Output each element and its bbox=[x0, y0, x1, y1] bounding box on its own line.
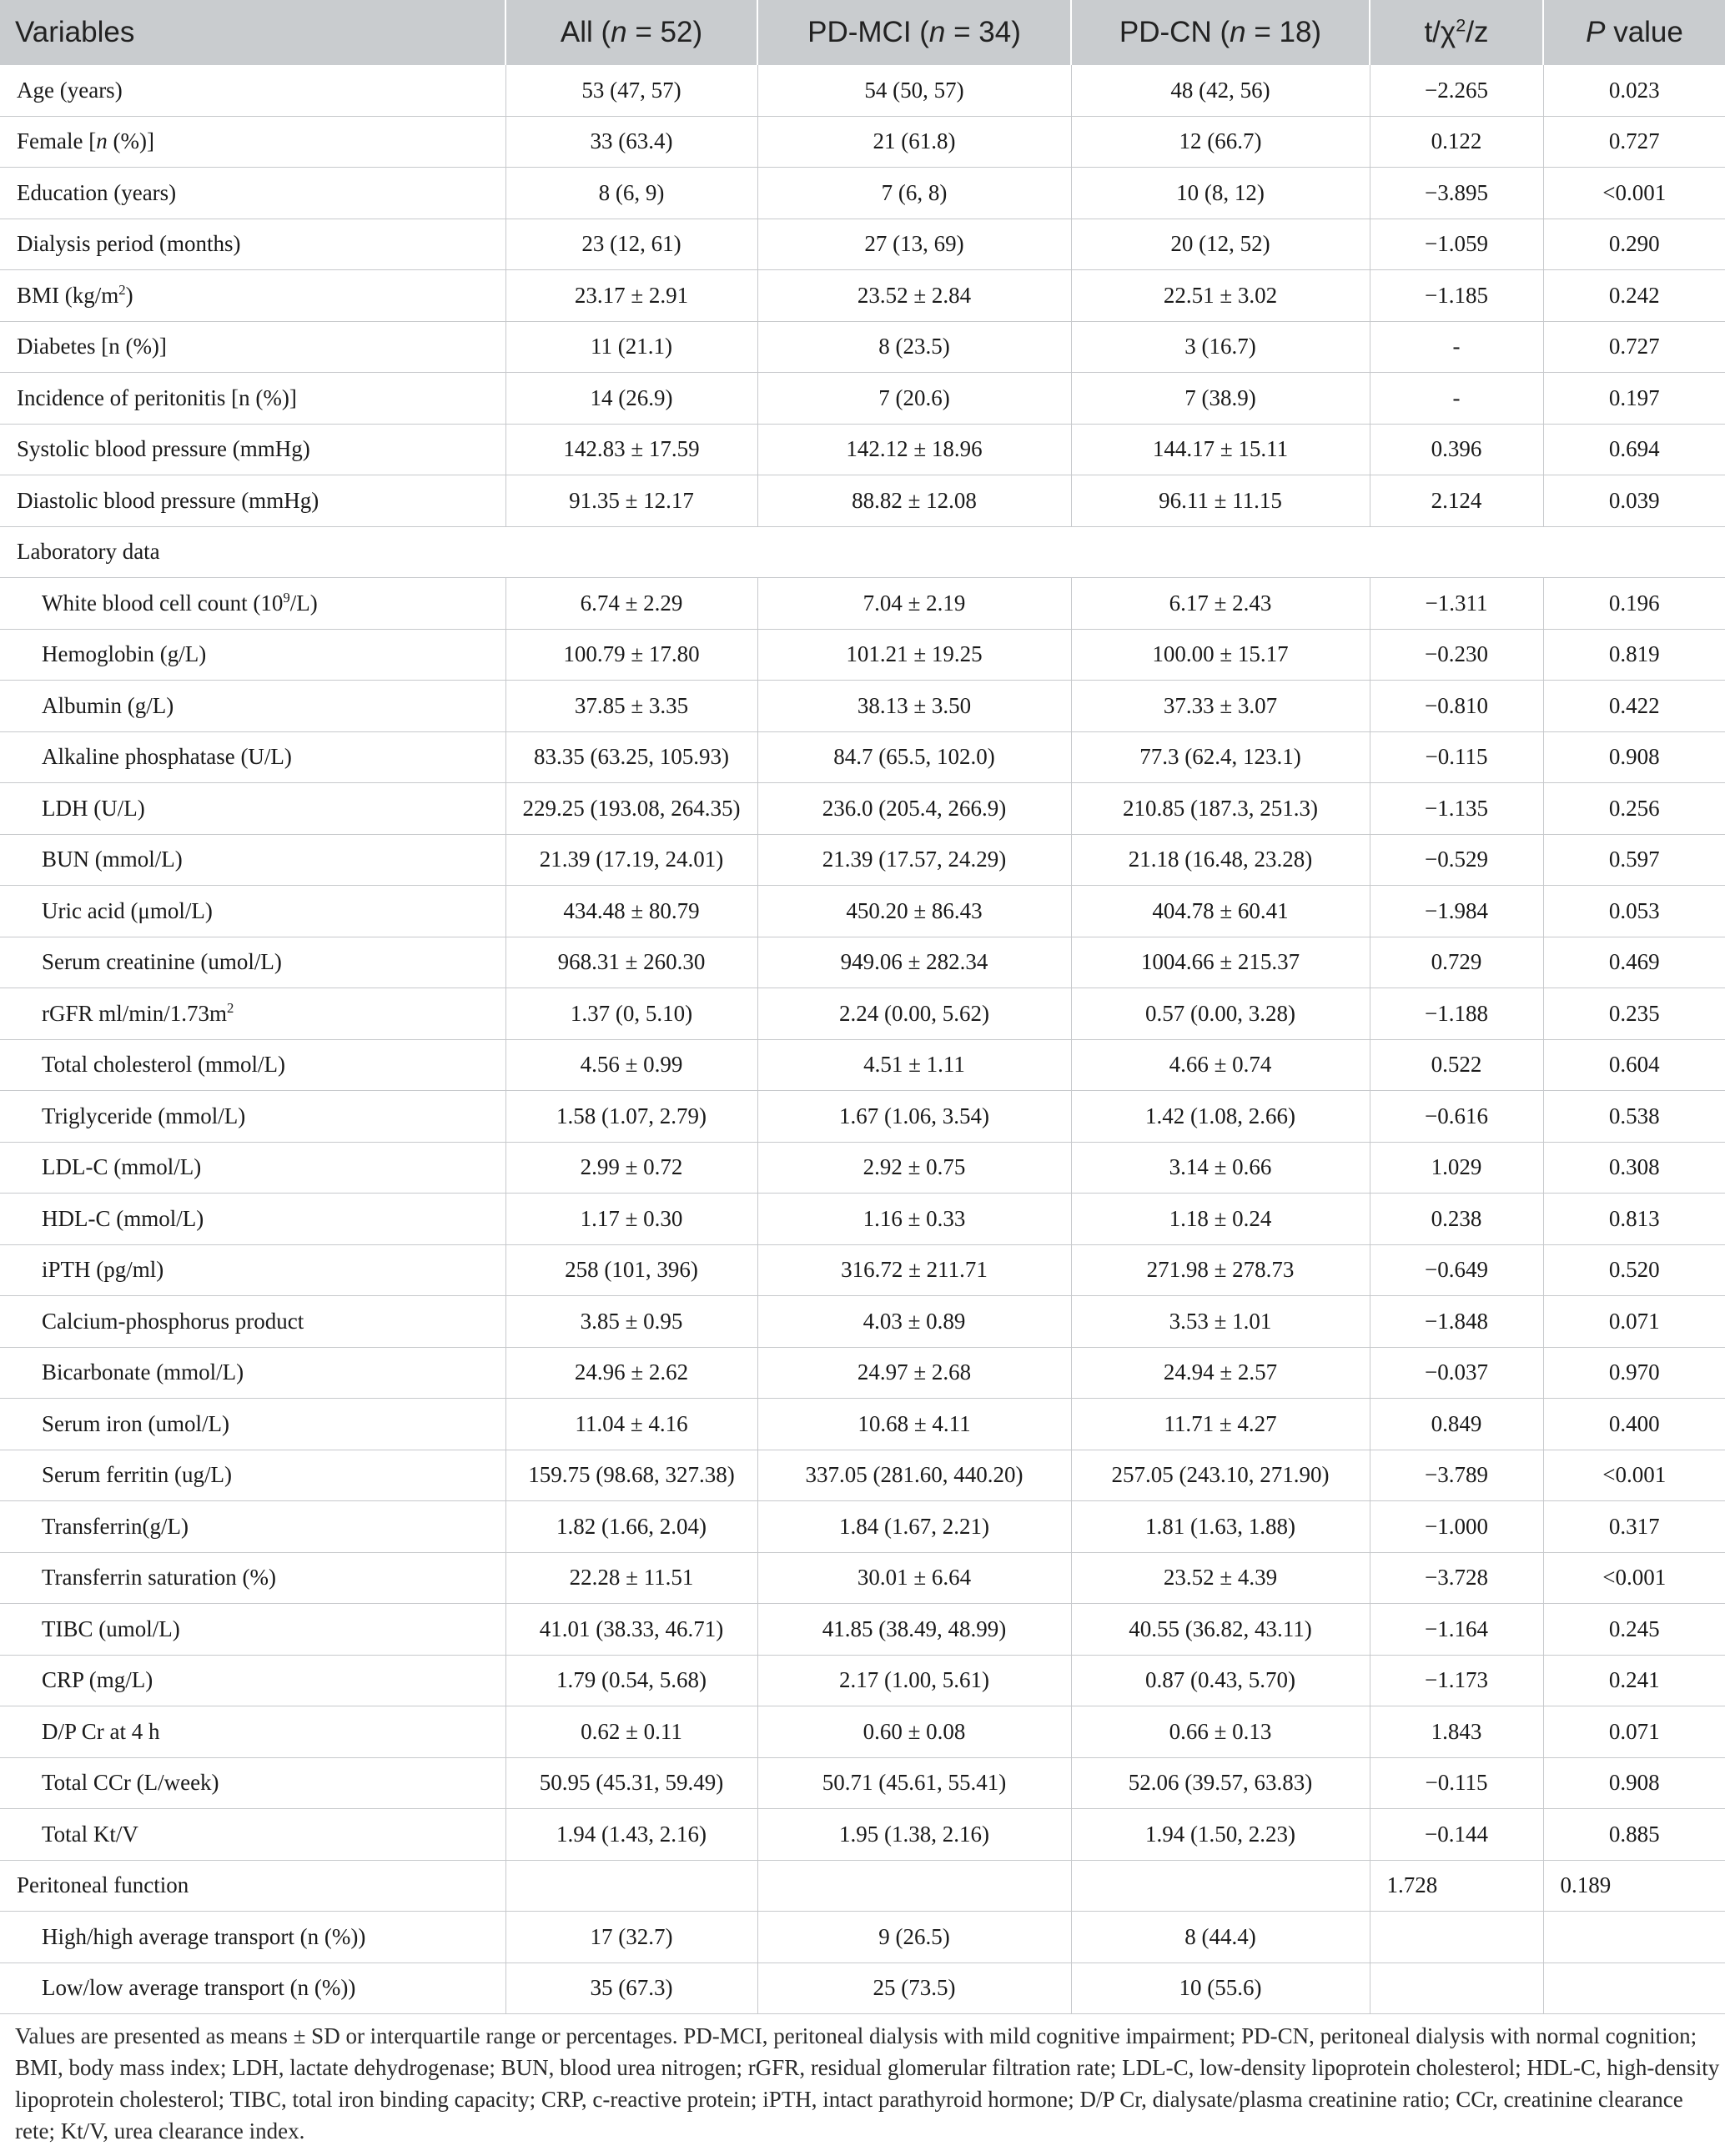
cell-all: 91.35 ± 12.17 bbox=[505, 475, 757, 527]
cell-all: 41.01 (38.33, 46.71) bbox=[505, 1604, 757, 1656]
variable-label-superscript: 2 bbox=[118, 281, 126, 298]
cell-all: 53 (47, 57) bbox=[505, 65, 757, 116]
cell-test-statistic: −3.789 bbox=[1370, 1450, 1543, 1501]
variable-label: Triglyceride (mmol/L) bbox=[0, 1091, 505, 1143]
table-row bbox=[0, 373, 1725, 425]
table-row bbox=[0, 681, 1725, 732]
cell-pd-cn: 1.94 (1.50, 2.23) bbox=[1071, 1809, 1370, 1861]
cell-p-value: 0.813 bbox=[1543, 1194, 1725, 1245]
cell-pd-cn: 3.53 ± 1.01 bbox=[1071, 1296, 1370, 1348]
cell-all: 21.39 (17.19, 24.01) bbox=[505, 834, 757, 886]
cell-p-value: 0.197 bbox=[1543, 373, 1725, 425]
section-heading: Laboratory data bbox=[0, 526, 1725, 578]
cell-pd-cn: 4.66 ± 0.74 bbox=[1071, 1039, 1370, 1091]
cell-p-value: 0.242 bbox=[1543, 270, 1725, 322]
cell-pd-cn: 100.00 ± 15.17 bbox=[1071, 629, 1370, 681]
cell-test-statistic: −0.529 bbox=[1370, 834, 1543, 886]
header-p-italic: P bbox=[1586, 16, 1606, 48]
variable-label: Uric acid (μmol/L) bbox=[0, 886, 505, 937]
cell-test-statistic: 1.843 bbox=[1370, 1706, 1543, 1758]
cell-p-value: 0.908 bbox=[1543, 1757, 1725, 1809]
cell-pd-cn: 77.3 (62.4, 123.1) bbox=[1071, 731, 1370, 783]
variable-label: Age (years) bbox=[0, 65, 505, 116]
variable-label: Albumin (g/L) bbox=[0, 681, 505, 732]
cell-pd-cn: 0.57 (0.00, 3.28) bbox=[1071, 988, 1370, 1040]
cell-test-statistic: −1.188 bbox=[1370, 988, 1543, 1040]
cell-pd-mci: 8 (23.5) bbox=[757, 321, 1071, 373]
cell-p-value: 0.256 bbox=[1543, 783, 1725, 835]
header-mci-prefix: PD-MCI ( bbox=[807, 16, 929, 48]
cell-all: 3.85 ± 0.95 bbox=[505, 1296, 757, 1348]
variable-label: Alkaline phosphatase (U/L) bbox=[0, 731, 505, 783]
cell-p-value: 0.023 bbox=[1543, 65, 1725, 116]
cell-all: 24.96 ± 2.62 bbox=[505, 1347, 757, 1399]
cell-all: 1.82 (1.66, 2.04) bbox=[505, 1501, 757, 1553]
variable-label: Transferrin saturation (%) bbox=[0, 1552, 505, 1604]
cell-pd-mci: 30.01 ± 6.64 bbox=[757, 1552, 1071, 1604]
table-row bbox=[0, 1963, 1725, 2014]
cell-pd-mci: 21.39 (17.57, 24.29) bbox=[757, 834, 1071, 886]
cell-p-value: 0.189 bbox=[1543, 1860, 1725, 1912]
cell-pd-mci: 316.72 ± 211.71 bbox=[757, 1244, 1071, 1296]
variable-label: Total Kt/V bbox=[0, 1809, 505, 1861]
cell-pd-mci: 7 (6, 8) bbox=[757, 168, 1071, 219]
cell-all: 11.04 ± 4.16 bbox=[505, 1399, 757, 1450]
cell-all: 35 (67.3) bbox=[505, 1963, 757, 2014]
table-row bbox=[0, 988, 1725, 1040]
table-row bbox=[0, 65, 1725, 116]
variable-label: Hemoglobin (g/L) bbox=[0, 629, 505, 681]
cell-pd-mci: 4.51 ± 1.11 bbox=[757, 1039, 1071, 1091]
cell-p-value: 0.422 bbox=[1543, 681, 1725, 732]
cell-p-value: 0.520 bbox=[1543, 1244, 1725, 1296]
cell-pd-mci: 54 (50, 57) bbox=[757, 65, 1071, 116]
variable-label: Serum creatinine (umol/L) bbox=[0, 937, 505, 988]
cell-p-value: 0.970 bbox=[1543, 1347, 1725, 1399]
cell-p-value: 0.071 bbox=[1543, 1296, 1725, 1348]
cell-p-value: 0.694 bbox=[1543, 424, 1725, 475]
cell-all: 8 (6, 9) bbox=[505, 168, 757, 219]
cell-pd-mci: 1.84 (1.67, 2.21) bbox=[757, 1501, 1071, 1553]
cell-pd-cn: 37.33 ± 3.07 bbox=[1071, 681, 1370, 732]
cell-all: 83.35 (63.25, 105.93) bbox=[505, 731, 757, 783]
cell-pd-cn: 24.94 ± 2.57 bbox=[1071, 1347, 1370, 1399]
cell-pd-cn: 22.51 ± 3.02 bbox=[1071, 270, 1370, 322]
cell-test-statistic: −1.848 bbox=[1370, 1296, 1543, 1348]
cell-pd-cn: 0.87 (0.43, 5.70) bbox=[1071, 1655, 1370, 1706]
cell-pd-cn: 10 (8, 12) bbox=[1071, 168, 1370, 219]
variable-label-n: n bbox=[96, 128, 108, 154]
variable-label: Transferrin(g/L) bbox=[0, 1501, 505, 1553]
cell-all: 968.31 ± 260.30 bbox=[505, 937, 757, 988]
cell-pd-mci: 337.05 (281.60, 440.20) bbox=[757, 1450, 1071, 1501]
variable-label: Peritoneal function bbox=[0, 1860, 505, 1912]
cell-all: 0.62 ± 0.11 bbox=[505, 1706, 757, 1758]
cell-all: 229.25 (193.08, 264.35) bbox=[505, 783, 757, 835]
cell-pd-mci bbox=[757, 1860, 1071, 1912]
header-cn-n: n bbox=[1230, 16, 1246, 48]
cell-pd-cn: 40.55 (36.82, 43.11) bbox=[1071, 1604, 1370, 1656]
cell-all: 50.95 (45.31, 59.49) bbox=[505, 1757, 757, 1809]
table-row bbox=[0, 168, 1725, 219]
cell-p-value: <0.001 bbox=[1543, 1450, 1725, 1501]
cell-test-statistic: −1.135 bbox=[1370, 783, 1543, 835]
cell-test-statistic: −0.616 bbox=[1370, 1091, 1543, 1143]
cell-p-value: 0.196 bbox=[1543, 578, 1725, 630]
cell-pd-mci: 21 (61.8) bbox=[757, 116, 1071, 168]
variable-label-part: rGFR ml/min/1.73m bbox=[42, 1000, 228, 1026]
cell-p-value: 0.727 bbox=[1543, 321, 1725, 373]
table-row bbox=[0, 629, 1725, 681]
header-pd-mci bbox=[757, 0, 1071, 65]
header-stat-z: /z bbox=[1466, 16, 1489, 48]
cell-pd-mci: 2.92 ± 0.75 bbox=[757, 1142, 1071, 1194]
table-row bbox=[0, 1039, 1725, 1091]
cell-pd-cn: 10 (55.6) bbox=[1071, 1963, 1370, 2014]
cell-pd-mci: 41.85 (38.49, 48.99) bbox=[757, 1604, 1071, 1656]
cell-test-statistic: −0.810 bbox=[1370, 681, 1543, 732]
cell-pd-cn: 6.17 ± 2.43 bbox=[1071, 578, 1370, 630]
table-row bbox=[0, 1244, 1725, 1296]
table-row bbox=[0, 1552, 1725, 1604]
header-stat-t: t/χ bbox=[1424, 16, 1456, 48]
header-all-n: n bbox=[611, 16, 627, 48]
table-row bbox=[0, 1347, 1725, 1399]
cell-all: 1.17 ± 0.30 bbox=[505, 1194, 757, 1245]
header-stat-sup: 2 bbox=[1456, 14, 1466, 36]
cell-all: 6.74 ± 2.29 bbox=[505, 578, 757, 630]
variable-label: Serum iron (umol/L) bbox=[0, 1399, 505, 1450]
table-row bbox=[0, 1296, 1725, 1348]
cell-p-value: 0.604 bbox=[1543, 1039, 1725, 1091]
cell-test-statistic: 0.522 bbox=[1370, 1039, 1543, 1091]
table-row bbox=[0, 1091, 1725, 1143]
cell-p-value: 0.241 bbox=[1543, 1655, 1725, 1706]
table-row bbox=[0, 1655, 1725, 1706]
table-row bbox=[0, 1809, 1725, 1861]
cell-test-statistic: 0.238 bbox=[1370, 1194, 1543, 1245]
cell-pd-mci: 10.68 ± 4.11 bbox=[757, 1399, 1071, 1450]
cell-test-statistic: −1.185 bbox=[1370, 270, 1543, 322]
table-row bbox=[0, 424, 1725, 475]
cell-pd-cn: 8 (44.4) bbox=[1071, 1912, 1370, 1963]
cell-p-value: 0.469 bbox=[1543, 937, 1725, 988]
header-mci-n: n bbox=[928, 16, 946, 48]
variable-label: TIBC (umol/L) bbox=[0, 1604, 505, 1656]
variable-label: BUN (mmol/L) bbox=[0, 834, 505, 886]
cell-all: 1.79 (0.54, 5.68) bbox=[505, 1655, 757, 1706]
cell-pd-mci: 38.13 ± 3.50 bbox=[757, 681, 1071, 732]
cell-p-value: 0.597 bbox=[1543, 834, 1725, 886]
cell-test-statistic: 2.124 bbox=[1370, 475, 1543, 527]
cell-p-value: 0.308 bbox=[1543, 1142, 1725, 1194]
header-mci-suffix: = 34) bbox=[945, 16, 1021, 48]
cell-test-statistic bbox=[1370, 1912, 1543, 1963]
cell-pd-cn: 0.66 ± 0.13 bbox=[1071, 1706, 1370, 1758]
cell-pd-mci: 84.7 (65.5, 102.0) bbox=[757, 731, 1071, 783]
cell-pd-cn: 12 (66.7) bbox=[1071, 116, 1370, 168]
variable-label: LDL-C (mmol/L) bbox=[0, 1142, 505, 1194]
variable-label: LDH (U/L) bbox=[0, 783, 505, 835]
cell-test-statistic: −0.115 bbox=[1370, 1757, 1543, 1809]
cell-p-value: <0.001 bbox=[1543, 1552, 1725, 1604]
cell-test-statistic: −1.000 bbox=[1370, 1501, 1543, 1553]
cell-p-value: 0.819 bbox=[1543, 629, 1725, 681]
cell-test-statistic: 1.029 bbox=[1370, 1142, 1543, 1194]
variable-label bbox=[0, 578, 505, 630]
cell-pd-mci: 4.03 ± 0.89 bbox=[757, 1296, 1071, 1348]
cell-p-value: 0.908 bbox=[1543, 731, 1725, 783]
cell-test-statistic: −1.173 bbox=[1370, 1655, 1543, 1706]
header-all bbox=[505, 0, 757, 65]
cell-pd-mci: 9 (26.5) bbox=[757, 1912, 1071, 1963]
cell-pd-cn: 96.11 ± 11.15 bbox=[1071, 475, 1370, 527]
cell-p-value: 0.727 bbox=[1543, 116, 1725, 168]
cell-pd-mci: 23.52 ± 2.84 bbox=[757, 270, 1071, 322]
cell-pd-mci: 142.12 ± 18.96 bbox=[757, 424, 1071, 475]
cell-test-statistic: −1.984 bbox=[1370, 886, 1543, 937]
cell-test-statistic: 1.728 bbox=[1370, 1860, 1543, 1912]
header-variables-text: Variables bbox=[15, 16, 135, 48]
table-row bbox=[0, 219, 1725, 270]
cell-pd-cn: 48 (42, 56) bbox=[1071, 65, 1370, 116]
table-row bbox=[0, 1604, 1725, 1656]
header-variables bbox=[0, 0, 505, 65]
cell-p-value: 0.885 bbox=[1543, 1809, 1725, 1861]
cell-all: 142.83 ± 17.59 bbox=[505, 424, 757, 475]
cell-pd-cn: 1.18 ± 0.24 bbox=[1071, 1194, 1370, 1245]
cell-all: 434.48 ± 80.79 bbox=[505, 886, 757, 937]
variable-label: Systolic blood pressure (mmHg) bbox=[0, 424, 505, 475]
cell-pd-mci: 25 (73.5) bbox=[757, 1963, 1071, 2014]
variable-label-part: BMI (kg/m bbox=[17, 282, 119, 308]
cell-p-value: 0.235 bbox=[1543, 988, 1725, 1040]
cell-pd-cn: 52.06 (39.57, 63.83) bbox=[1071, 1757, 1370, 1809]
variable-label bbox=[0, 116, 505, 168]
variable-label: Incidence of peritonitis [n (%)] bbox=[0, 373, 505, 425]
cell-pd-cn: 1004.66 ± 215.37 bbox=[1071, 937, 1370, 988]
cell-pd-mci: 50.71 (45.61, 55.41) bbox=[757, 1757, 1071, 1809]
table-footnote: Values are presented as means ± SD or interquartile range or percentages. PD-MCI, peritoneal dialysis with mild cognitive impairment; PD-CN, peritoneal dialysis with normal cognition; BMI, body mass index; LDH, lactate dehydrogenase; BUN, blood urea nitrogen; rGFR, residual glomerular filtration rate; LDL-C, low-density lipoprotein cholesterol; HDL-C, high-density lipoprotein cholesterol; TIBC, total iron binding capacity; CRP, c-reactive protein; iPTH, intact parathyroid hormone; D/P Cr, dialysate/plasma creatinine ratio; CCr, creatinine clearance rete; Kt/V, urea clearance index. bbox=[15, 2023, 1720, 2143]
table-row bbox=[0, 270, 1725, 322]
cell-all: 17 (32.7) bbox=[505, 1912, 757, 1963]
cell-all: 4.56 ± 0.99 bbox=[505, 1039, 757, 1091]
cell-all: 23 (12, 61) bbox=[505, 219, 757, 270]
table-row bbox=[0, 731, 1725, 783]
cell-pd-cn: 23.52 ± 4.39 bbox=[1071, 1552, 1370, 1604]
cell-p-value: 0.245 bbox=[1543, 1604, 1725, 1656]
table-row bbox=[0, 937, 1725, 988]
cell-p-value: 0.053 bbox=[1543, 886, 1725, 937]
variable-label-part: (%)] bbox=[107, 128, 154, 154]
cell-pd-cn: 404.78 ± 60.41 bbox=[1071, 886, 1370, 937]
variable-label: Diabetes [n (%)] bbox=[0, 321, 505, 373]
table-row bbox=[0, 1706, 1725, 1758]
variable-label-superscript: 2 bbox=[227, 999, 234, 1016]
table-row bbox=[0, 1860, 1725, 1912]
variable-label: Serum ferritin (ug/L) bbox=[0, 1450, 505, 1501]
variable-label: Low/low average transport (n (%)) bbox=[0, 1963, 505, 2014]
cell-p-value: 0.290 bbox=[1543, 219, 1725, 270]
cell-pd-mci: 0.60 ± 0.08 bbox=[757, 1706, 1071, 1758]
cell-test-statistic: - bbox=[1370, 321, 1543, 373]
table-row bbox=[0, 1450, 1725, 1501]
variable-label: iPTH (pg/ml) bbox=[0, 1244, 505, 1296]
variable-label: D/P Cr at 4 h bbox=[0, 1706, 505, 1758]
cell-test-statistic: −3.895 bbox=[1370, 168, 1543, 219]
cell-p-value: 0.039 bbox=[1543, 475, 1725, 527]
header-p-value bbox=[1543, 0, 1725, 65]
table-row bbox=[0, 475, 1725, 527]
cell-pd-mci: 101.21 ± 19.25 bbox=[757, 629, 1071, 681]
cell-pd-mci: 450.20 ± 86.43 bbox=[757, 886, 1071, 937]
cell-pd-mci: 949.06 ± 282.34 bbox=[757, 937, 1071, 988]
cell-pd-cn: 257.05 (243.10, 271.90) bbox=[1071, 1450, 1370, 1501]
variable-label: High/high average transport (n (%)) bbox=[0, 1912, 505, 1963]
table-row bbox=[0, 578, 1725, 630]
header-all-suffix: = 52) bbox=[626, 16, 703, 48]
table-row bbox=[0, 1399, 1725, 1450]
cell-pd-cn: 7 (38.9) bbox=[1071, 373, 1370, 425]
cell-test-statistic: −0.037 bbox=[1370, 1347, 1543, 1399]
cell-all: 1.94 (1.43, 2.16) bbox=[505, 1809, 757, 1861]
cell-all: 100.79 ± 17.80 bbox=[505, 629, 757, 681]
cell-all: 22.28 ± 11.51 bbox=[505, 1552, 757, 1604]
cell-p-value bbox=[1543, 1912, 1725, 1963]
table-row bbox=[0, 886, 1725, 937]
variable-label: Calcium-phosphorus product bbox=[0, 1296, 505, 1348]
variable-label-part: /L) bbox=[289, 590, 318, 616]
cell-all: 258 (101, 396) bbox=[505, 1244, 757, 1296]
variable-label: Total cholesterol (mmol/L) bbox=[0, 1039, 505, 1091]
cell-p-value: 0.538 bbox=[1543, 1091, 1725, 1143]
table-row bbox=[0, 321, 1725, 373]
variable-label bbox=[0, 270, 505, 322]
cell-pd-mci: 88.82 ± 12.08 bbox=[757, 475, 1071, 527]
table-row bbox=[0, 116, 1725, 168]
table-row bbox=[0, 783, 1725, 835]
cell-test-statistic: −3.728 bbox=[1370, 1552, 1543, 1604]
cell-all: 159.75 (98.68, 327.38) bbox=[505, 1450, 757, 1501]
cell-pd-cn: 11.71 ± 4.27 bbox=[1071, 1399, 1370, 1450]
header-p-rest: value bbox=[1605, 16, 1683, 48]
cell-pd-cn bbox=[1071, 1860, 1370, 1912]
cell-all: 33 (63.4) bbox=[505, 116, 757, 168]
cell-test-statistic: −2.265 bbox=[1370, 65, 1543, 116]
cell-test-statistic: −1.311 bbox=[1370, 578, 1543, 630]
cell-all bbox=[505, 1860, 757, 1912]
cell-pd-cn: 20 (12, 52) bbox=[1071, 219, 1370, 270]
cell-pd-mci: 236.0 (205.4, 266.9) bbox=[757, 783, 1071, 835]
cell-test-statistic: 0.849 bbox=[1370, 1399, 1543, 1450]
cell-p-value: <0.001 bbox=[1543, 168, 1725, 219]
cell-test-statistic: −1.059 bbox=[1370, 219, 1543, 270]
cell-pd-cn: 1.42 (1.08, 2.66) bbox=[1071, 1091, 1370, 1143]
cell-all: 14 (26.9) bbox=[505, 373, 757, 425]
cell-test-statistic: −0.115 bbox=[1370, 731, 1543, 783]
variable-label: Total CCr (L/week) bbox=[0, 1757, 505, 1809]
cell-test-statistic: - bbox=[1370, 373, 1543, 425]
table-row bbox=[0, 526, 1725, 578]
variable-label: Dialysis period (months) bbox=[0, 219, 505, 270]
cell-all: 37.85 ± 3.35 bbox=[505, 681, 757, 732]
cell-all: 11 (21.1) bbox=[505, 321, 757, 373]
cell-pd-mci: 2.17 (1.00, 5.61) bbox=[757, 1655, 1071, 1706]
cell-test-statistic bbox=[1370, 1963, 1543, 2014]
table-row bbox=[0, 1757, 1725, 1809]
cell-all: 1.37 (0, 5.10) bbox=[505, 988, 757, 1040]
cell-test-statistic: 0.729 bbox=[1370, 937, 1543, 988]
table-row bbox=[0, 1912, 1725, 1963]
table-header-row bbox=[0, 0, 1725, 65]
cell-pd-mci: 1.67 (1.06, 3.54) bbox=[757, 1091, 1071, 1143]
variable-label: CRP (mg/L) bbox=[0, 1655, 505, 1706]
cell-pd-mci: 7 (20.6) bbox=[757, 373, 1071, 425]
cell-pd-mci: 27 (13, 69) bbox=[757, 219, 1071, 270]
header-test-statistic bbox=[1370, 0, 1543, 65]
cell-pd-cn: 1.81 (1.63, 1.88) bbox=[1071, 1501, 1370, 1553]
cell-test-statistic: −0.230 bbox=[1370, 629, 1543, 681]
cell-pd-cn: 210.85 (187.3, 251.3) bbox=[1071, 783, 1370, 835]
cell-pd-mci: 1.95 (1.38, 2.16) bbox=[757, 1809, 1071, 1861]
header-cn-prefix: PD-CN ( bbox=[1119, 16, 1230, 48]
header-cn-suffix: = 18) bbox=[1245, 16, 1322, 48]
cell-all: 23.17 ± 2.91 bbox=[505, 270, 757, 322]
cell-test-statistic: −1.164 bbox=[1370, 1604, 1543, 1656]
cell-pd-cn: 271.98 ± 278.73 bbox=[1071, 1244, 1370, 1296]
cell-pd-cn: 21.18 (16.48, 23.28) bbox=[1071, 834, 1370, 886]
cell-all: 2.99 ± 0.72 bbox=[505, 1142, 757, 1194]
variable-label: Bicarbonate (mmol/L) bbox=[0, 1347, 505, 1399]
table-body bbox=[0, 65, 1725, 2014]
cell-pd-cn: 144.17 ± 15.11 bbox=[1071, 424, 1370, 475]
cell-test-statistic: 0.122 bbox=[1370, 116, 1543, 168]
variable-label: HDL-C (mmol/L) bbox=[0, 1194, 505, 1245]
table-row bbox=[0, 1194, 1725, 1245]
cell-all: 1.58 (1.07, 2.79) bbox=[505, 1091, 757, 1143]
cell-pd-mci: 2.24 (0.00, 5.62) bbox=[757, 988, 1071, 1040]
cell-p-value: 0.400 bbox=[1543, 1399, 1725, 1450]
variable-label-part: Female [ bbox=[17, 128, 97, 154]
variable-label: Education (years) bbox=[0, 168, 505, 219]
header-all-prefix: All ( bbox=[560, 16, 611, 48]
table-row bbox=[0, 1501, 1725, 1553]
table-row bbox=[0, 834, 1725, 886]
cell-test-statistic: 0.396 bbox=[1370, 424, 1543, 475]
variable-label-superscript: 9 bbox=[283, 589, 290, 606]
cell-pd-mci: 24.97 ± 2.68 bbox=[757, 1347, 1071, 1399]
cell-pd-cn: 3 (16.7) bbox=[1071, 321, 1370, 373]
cell-test-statistic: −0.649 bbox=[1370, 1244, 1543, 1296]
cell-pd-mci: 7.04 ± 2.19 bbox=[757, 578, 1071, 630]
cell-p-value: 0.317 bbox=[1543, 1501, 1725, 1553]
variable-label-part: ) bbox=[125, 282, 133, 308]
cell-p-value: 0.071 bbox=[1543, 1706, 1725, 1758]
table-row bbox=[0, 1142, 1725, 1194]
cell-p-value bbox=[1543, 1963, 1725, 2014]
cell-test-statistic: −0.144 bbox=[1370, 1809, 1543, 1861]
header-pd-cn bbox=[1071, 0, 1370, 65]
cell-pd-mci: 1.16 ± 0.33 bbox=[757, 1194, 1071, 1245]
variable-label bbox=[0, 988, 505, 1040]
cell-pd-cn: 3.14 ± 0.66 bbox=[1071, 1142, 1370, 1194]
variable-label-part: White blood cell count (10 bbox=[42, 590, 284, 616]
variable-label: Diastolic blood pressure (mmHg) bbox=[0, 475, 505, 527]
